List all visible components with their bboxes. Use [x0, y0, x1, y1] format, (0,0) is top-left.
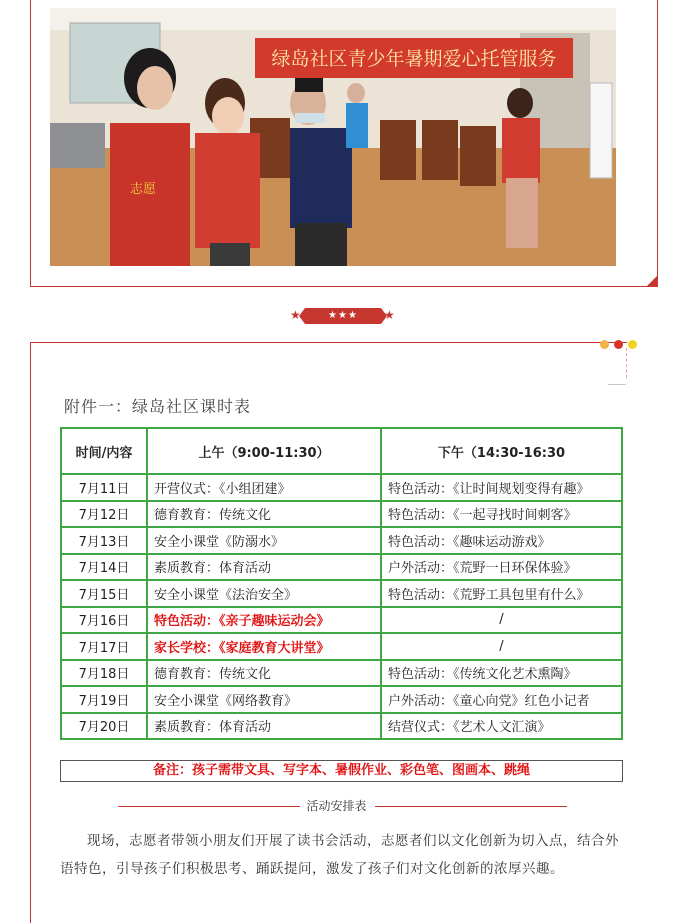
table-row	[61, 527, 622, 554]
header-morning: 上午（9:00-11:30）	[147, 428, 381, 474]
row-morning-highlight: 家长学校：《家庭教育大讲堂》	[147, 633, 381, 660]
vest-text: 志愿	[130, 182, 157, 197]
row-afternoon: 结营仪式：《艺术人文汇演》	[381, 713, 622, 740]
row-morning: 开营仪式：《小组团建》	[147, 474, 381, 501]
row-date: 7月12日	[61, 501, 147, 528]
stars-ribbon: ★★★	[305, 308, 381, 324]
row-morning: 安全小课堂《网络教育》	[147, 686, 381, 713]
dot-yellow-icon	[628, 340, 637, 349]
header-afternoon: 下午（14:30-16:30	[381, 428, 622, 474]
row-afternoon: 特色活动：《传统文化艺术熏陶》	[381, 660, 622, 687]
row-morning: 素质教育：体育活动	[147, 713, 381, 740]
table-row	[61, 660, 622, 687]
appendix-title: 附件一：绿岛社区课时表	[64, 397, 252, 416]
row-morning: 安全小课堂《法治安全》	[147, 580, 381, 607]
row-afternoon: 特色活动：《荒野工具包里有什么》	[381, 580, 622, 607]
row-date: 7月13日	[61, 527, 147, 554]
row-morning-highlight: 特色活动：《亲子趣味运动会》	[147, 607, 381, 634]
star-icon-left: ★	[290, 308, 301, 322]
header-time: 时间/内容	[61, 428, 147, 474]
frame-corner-decoration	[646, 275, 658, 287]
row-afternoon: 特色活动：《趣味运动游戏》	[381, 527, 622, 554]
banner-text: 绿岛社区青少年暑期爱心托管服务	[271, 48, 557, 70]
row-date: 7月11日	[61, 474, 147, 501]
dot-red-icon	[614, 340, 623, 349]
table-caption: 活动安排表	[306, 799, 367, 813]
star-icon-right: ★	[384, 308, 395, 322]
activity-photo	[50, 8, 616, 266]
row-date: 7月15日	[61, 580, 147, 607]
row-afternoon: 户外活动：《荒野一日环保体验》	[381, 554, 622, 581]
row-date: 7月18日	[61, 660, 147, 687]
row-afternoon: 户外活动：《童心向党》红色小记者	[381, 686, 622, 713]
row-afternoon: 特色活动：《一起寻找时间刺客》	[381, 501, 622, 528]
caption-rule-right	[375, 806, 567, 807]
dashed-rule	[626, 348, 628, 378]
table-header-row	[61, 428, 622, 474]
table-note: 备注：孩子需带文具、写字本、暑假作业、彩色笔、图画本、跳绳	[60, 760, 623, 782]
row-morning: 德育教育：传统文化	[147, 660, 381, 687]
table-row	[61, 554, 622, 581]
table-row	[61, 474, 622, 501]
row-morning: 德育教育：传统文化	[147, 501, 381, 528]
table-row	[61, 501, 622, 528]
row-morning: 安全小课堂《防溺水》	[147, 527, 381, 554]
table-row	[61, 713, 622, 740]
row-date: 7月19日	[61, 686, 147, 713]
table-row	[61, 686, 622, 713]
row-afternoon: /	[381, 607, 622, 634]
row-date: 7月14日	[61, 554, 147, 581]
row-date: 7月17日	[61, 633, 147, 660]
row-date: 7月16日	[61, 607, 147, 634]
dot-orange-icon	[600, 340, 609, 349]
table-row	[61, 580, 622, 607]
schedule-table	[60, 427, 623, 740]
section-divider	[0, 306, 673, 328]
row-afternoon: 特色活动：《让时间规划变得有趣》	[381, 474, 622, 501]
table-row	[61, 633, 622, 660]
table-row	[61, 607, 622, 634]
short-rule	[608, 384, 626, 385]
row-date: 7月20日	[61, 713, 147, 740]
body-paragraph: 现场，志愿者带领小朋友们开展了读书会活动，志愿者们以文化创新为切入点，结合外语特色，引导孩子们积极思考、踊跃提问，激发了孩子们对文化创新的浓厚兴趣。	[60, 833, 619, 877]
row-morning: 素质教育：体育活动	[147, 554, 381, 581]
row-afternoon: /	[381, 633, 622, 660]
